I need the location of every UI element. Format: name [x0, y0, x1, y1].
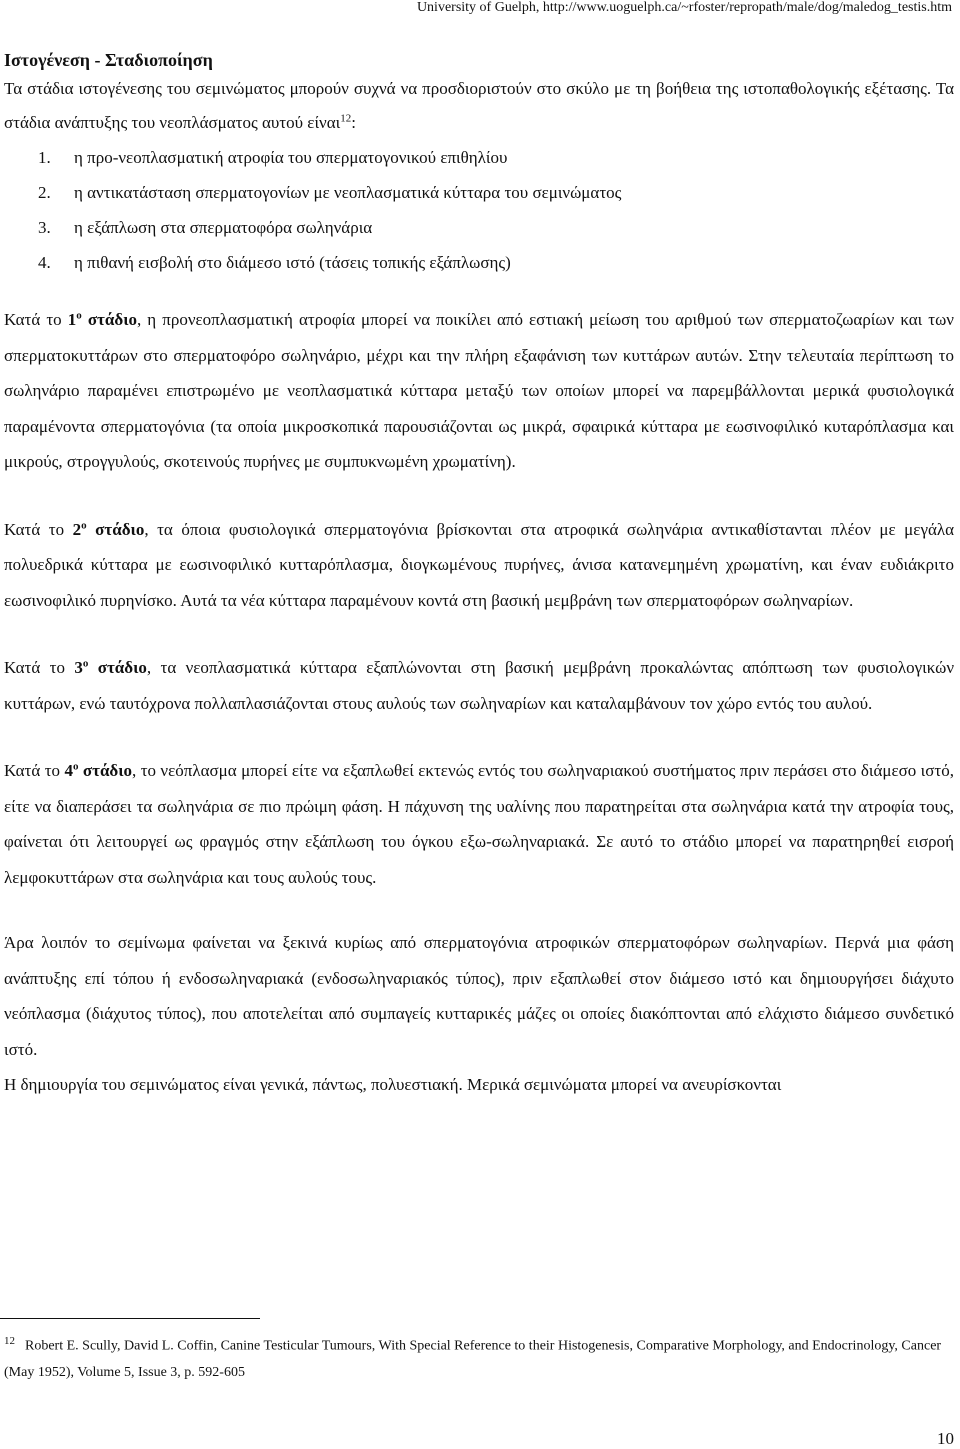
stage-prefix: Κατά το	[4, 761, 65, 780]
intro-text: Τα στάδια ιστογένεσης του σεμινώματος μπορούν συχνά να προσδιοριστούν στο σκύλο με τη βοήθεια της ιστοπαθολογικής εξέτασης. Τα στάδια ανάπτυξης του νεοπλάσματος αυτού είναι	[4, 79, 954, 132]
stage-text: , τα νεοπλασματικά κύτταρα εξαπλώνονται στη βασική μεμβράνη προκαλώντας απόπτωση των φυσιολογικών κυττάρων, ενώ ταυτόχρονα πολλαπλασιάζονται στους αυλούς των σωληναρίων και καταλαμβάνουν τον χώρο εντός του αυλού.	[4, 658, 955, 713]
intro-paragraph	[4, 72, 954, 140]
list-item-text: η προ-νεοπλασματική ατροφία του σπερματογονικού επιθηλίου	[74, 148, 508, 167]
page-header: University of Guelph, http://www.uoguelph.ca/~rfoster/repropath/male/dog/maledog_testis.htm	[416, 0, 952, 15]
conclusion-paragraph: Άρα λοιπόν το σεμίνωμα φαίνεται να ξεκινά κυρίως από σπερματογόνια ατροφικών σπερματοφόρων σωληναρίων. Περνά μια φάση ανάπτυξης επί τόπου ή ενδοσωληναριακά (ενδοσωληναριακός τύπος), πριν εξαπλωθεί στον διάμεσο ιστό και δημιουργήσει διάχυτο νεόπλασμα (διάχυτος τύπος), που αποτελείται από συμπαγείς κυτταρικές μάζες οι οποίες διακόπτονται από ελάχιστο διάμεσο συνδετικό ιστό.	[4, 933, 954, 1059]
list-item	[4, 210, 954, 245]
footnote-text: Robert E. Scully, David L. Coffin, Canine Testicular Tumours, With Special Reference to their Histogenesis, Comparative Morphology, and Endocrinology, Cancer (May 1952), Volume 5, Issue 3, p. 592-605	[4, 1338, 942, 1380]
list-item	[4, 140, 954, 175]
stage-number: 1	[67, 310, 77, 329]
list-item-number: 2.	[38, 183, 51, 202]
stage-prefix: Κατά το	[4, 519, 73, 539]
stage-number: 3	[74, 658, 83, 677]
list-item-number: 3.	[38, 218, 51, 237]
stage-label: στάδιο	[88, 658, 147, 677]
stage-label: στάδιο	[78, 761, 133, 780]
list-item-text: η αντικατάσταση σπερματογονίων με νεοπλασματικά κύτταρα του σεμινώματος	[74, 183, 622, 202]
stage-number: 4	[64, 761, 73, 780]
stage-2-paragraph	[4, 512, 954, 619]
stage-label: στάδιο	[81, 310, 137, 329]
page-number: 10	[937, 1429, 954, 1448]
footnote-ref: 12	[340, 112, 352, 125]
intro-tail: :	[351, 113, 356, 132]
stage-ordinal: ο	[76, 309, 82, 322]
stage-4-paragraph	[4, 753, 954, 895]
list-item-text: η εξάπλωση στα σπερματοφόρα σωληνάρια	[74, 218, 373, 237]
list-item	[4, 175, 954, 210]
stage-prefix: Κατά το	[4, 658, 75, 677]
footnote	[4, 1328, 944, 1386]
list-item-number: 1.	[38, 148, 51, 167]
stage-ordinal: ο	[81, 518, 87, 531]
conclusion-continued: Η δημιουργία του σεμινώματος είναι γενικά, πάντως, πολυεστιακή. Μερικά σεμινώματα μπορεί να ανευρίσκονται	[4, 1075, 782, 1094]
stage-label: στάδιο	[86, 519, 145, 539]
footnote-number: 12	[4, 1335, 15, 1347]
section-title: Ιστογένεση - Σταδιοποίηση	[4, 50, 213, 70]
list-item-number: 4.	[38, 253, 51, 272]
stage-3-paragraph	[4, 650, 954, 721]
stages-list	[4, 140, 954, 280]
stage-prefix: Κατά το	[4, 310, 68, 329]
list-item-text: η πιθανή εισβολή στο διάμεσο ιστό (τάσεις τοπικής εξάπλωσης)	[74, 253, 511, 272]
main-content	[4, 48, 954, 1103]
list-item	[4, 245, 954, 280]
stage-text: , το νεόπλασμα μπορεί είτε να εξαπλωθεί εκτενώς εντός του σωληναριακού συστήματος πριν περάσει στο διάμεσο ιστό, είτε να διαπεράσει τα σωληνάρια σε πιο πρώιμη φάση. Η πάχυνση της υαλίνης που παρατηρείται στα σωληνάρια κατά την ατροφία τους, φαίνεται ότι λειτουργεί ως φραγμός στην εξάπλωση του όγκου εξω-σωληναριακά. Σε αυτό το στάδιο μπορεί να παρατηρηθεί εισροή λεμφοκυττάρων στα σωληνάρια και τους αυλούς τους.	[4, 761, 954, 887]
footnote-divider	[0, 1318, 260, 1319]
stage-text: , τα όποια φυσιολογικά σπερματογόνια βρίσκονται στα ατροφικά σωληνάρια αντικαθίστανται πλέον με μεγάλα πολυεδρικά κύτταρα με εωσινοφιλικό κυτταρόπλασμα, διογκωμένους πυρήνες, άνισα κατανεμημένη χρωματίνη, και έναν ευδιάκριτο εωσινοφιλικό πυρηνίσκο. Αυτά τα νέα κύτταρα παραμένουν κοντά στη βασική μεμβράνη των σπερματοφόρων σωληναρίων.	[4, 519, 955, 610]
stage-1-paragraph	[4, 302, 954, 480]
stage-number: 2	[72, 519, 82, 539]
stage-ordinal: ο	[82, 657, 89, 670]
stage-text: , η προνεοπλασματική ατροφία μπορεί να ποικίλει από εστιακή μείωση του αριθμού των σπερματοζωαρίων και των σπερματοκυττάρων στο σπερματοφόρο σωληνάριο, μέχρι και την πλήρη εξαφάνιση των κυττάρων αυτών. Στην τελευταία περίπτωση το σωληνάριο παραμένει επιστρωμένο με νεοπλασματικά κύτταρα μεταξύ των οποίων μπορεί να παρεμβάλλονται μερικά φυσιολογικά παραμένοντα σπερματογόνια (τα οποία μικροσκοπικά παρουσιάζονται ως μικρά, σφαιρικά κύτταρα με εωσινοφιλικό κυταρόπλασμα και μικρούς, στρογγυλούς, σκοτεινούς πυρήνες με συμπυκνωμένη χρωματίνη).	[4, 310, 954, 471]
stage-ordinal: ο	[72, 760, 79, 773]
